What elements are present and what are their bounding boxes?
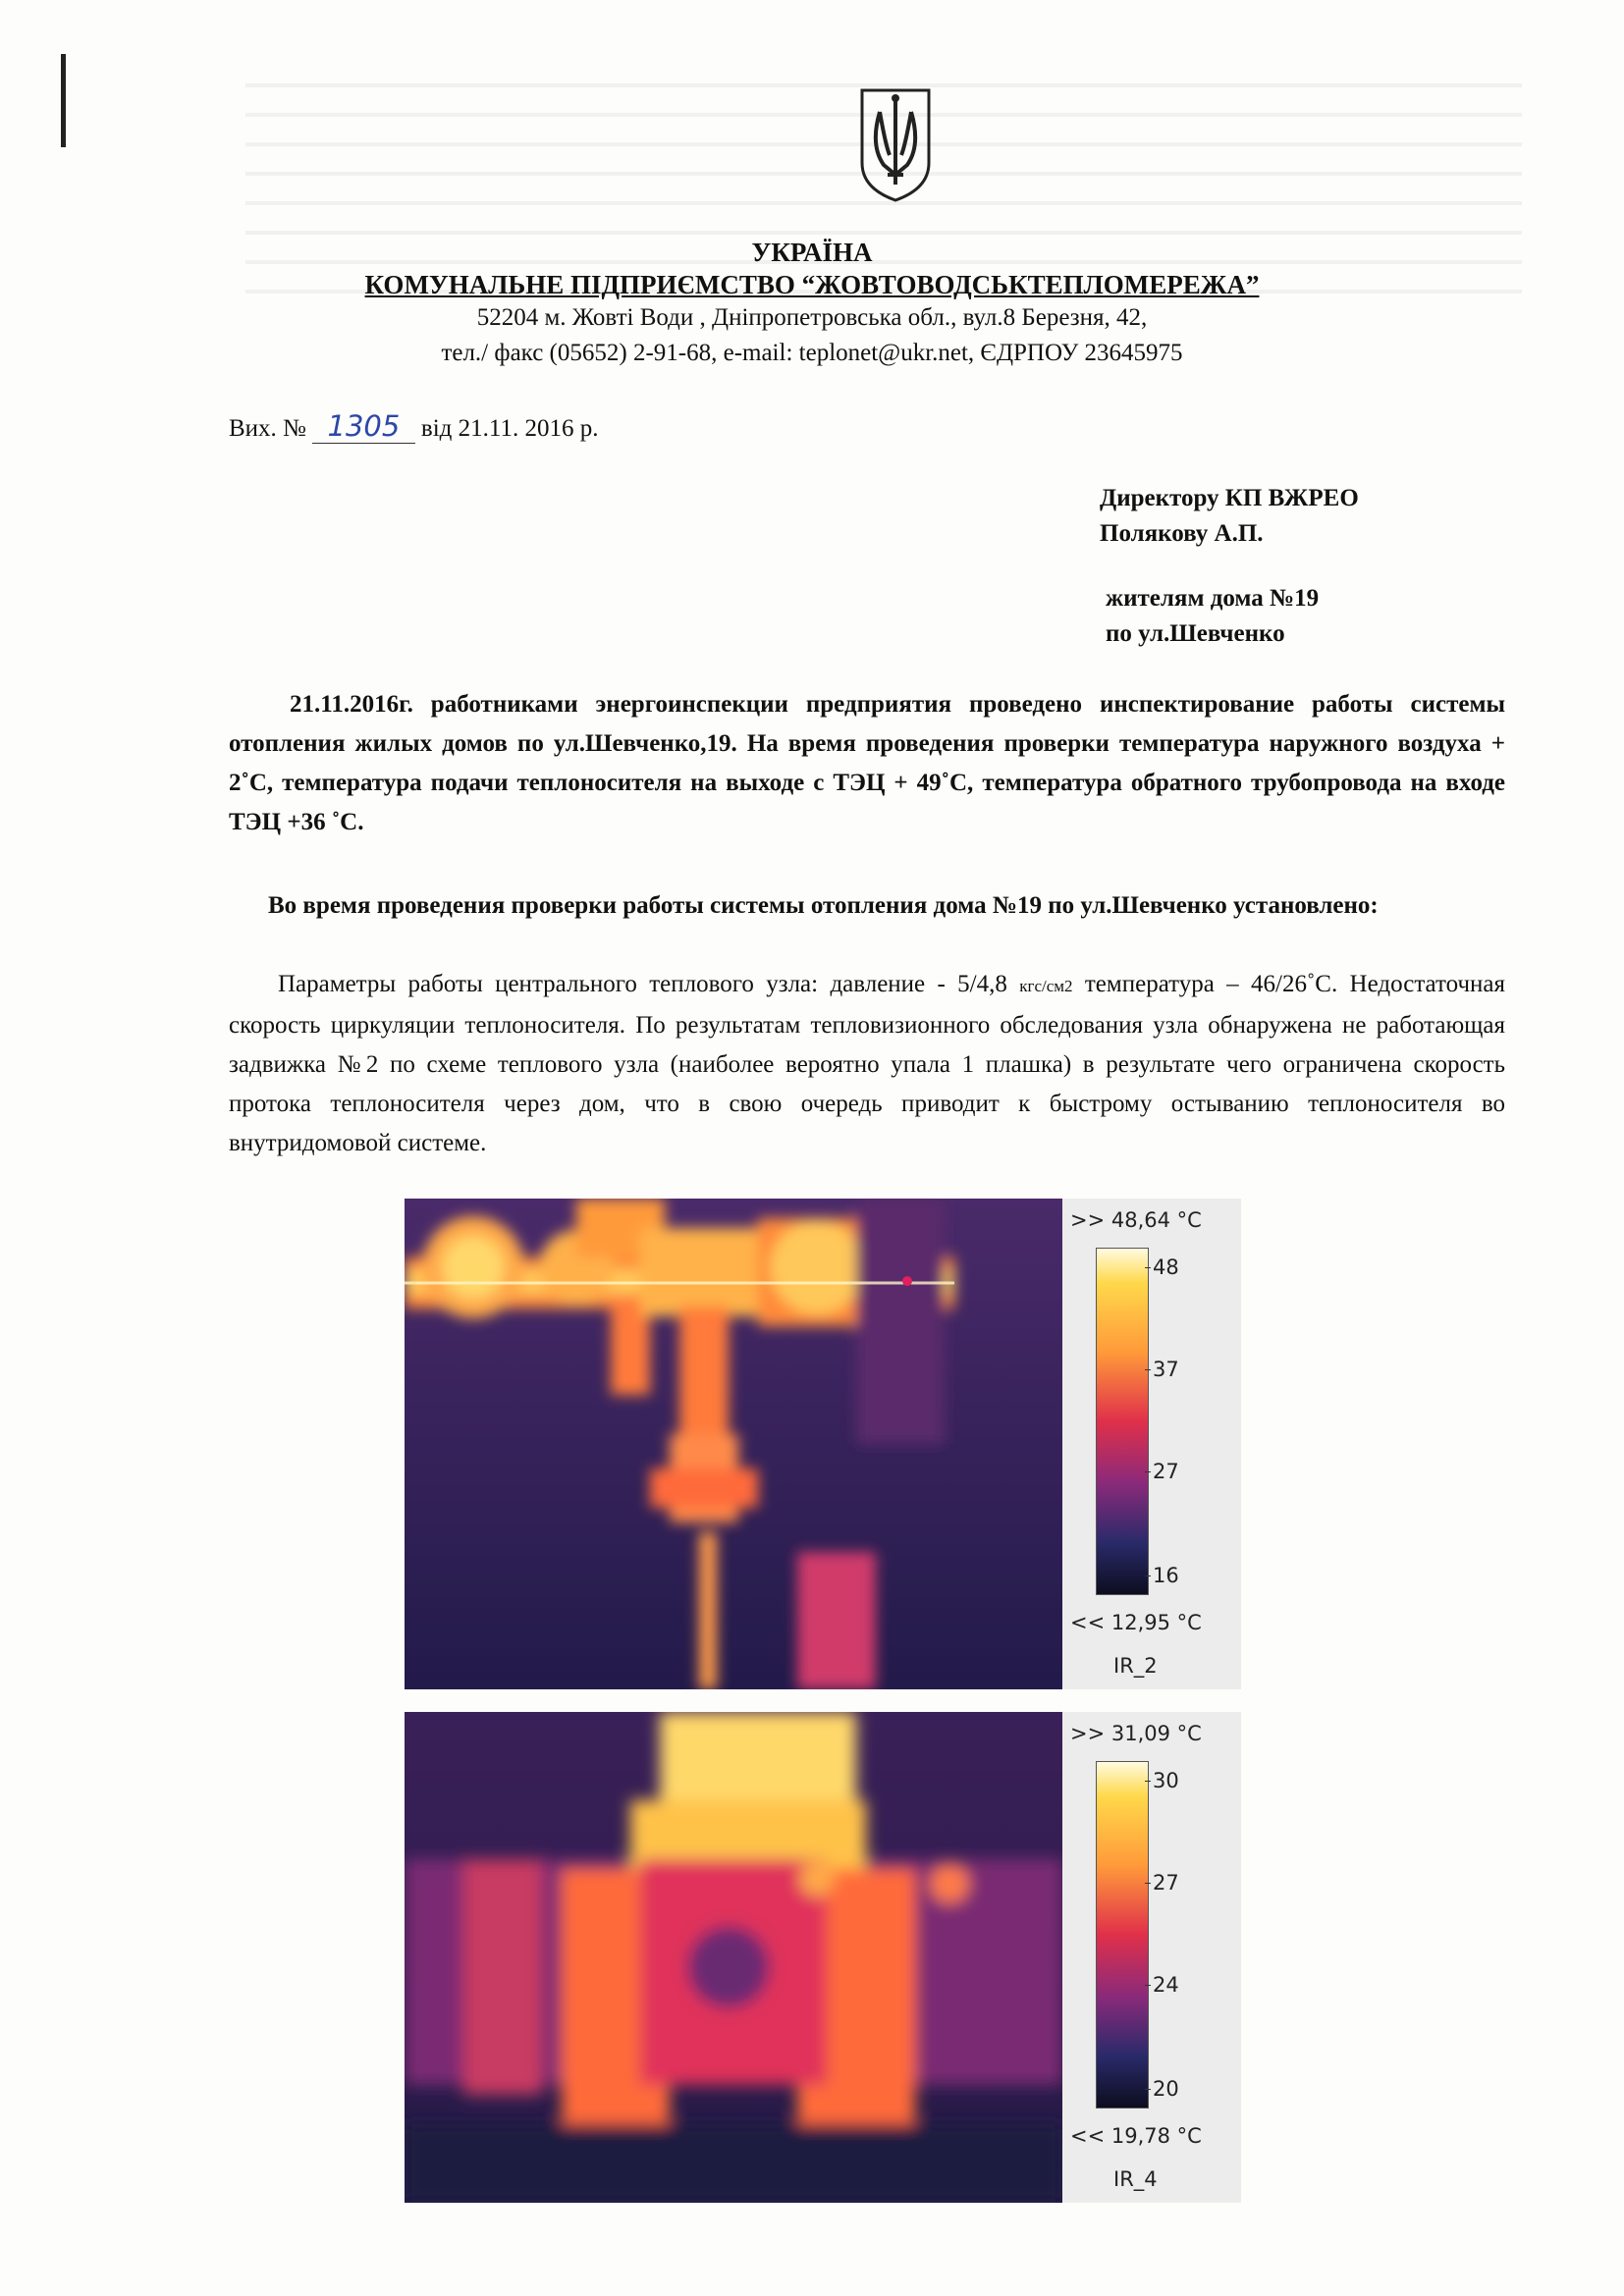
addressee-residents-line1: жителям дома №19 <box>1106 585 1320 612</box>
scale-tick: 27 <box>1153 1871 1179 1895</box>
thermal-image-ir4 <box>405 1712 1062 2203</box>
addressee-director-title: Директору КП ВЖРЕО <box>1100 485 1359 511</box>
thermogram-ir2 <box>405 1199 1241 1689</box>
thermal-legend-ir2 <box>1062 1199 1241 1689</box>
thermogram-id: IR_4 <box>1113 2167 1158 2191</box>
body-paragraph-parameters <box>229 965 1505 1163</box>
addressee-residents <box>1106 581 1319 652</box>
thermogram-ir4 <box>405 1712 1241 2203</box>
max-temperature: >> 31,09 °C <box>1070 1722 1202 1745</box>
addressee-residents-line2: по ул.Шевченко <box>1106 620 1285 647</box>
pressure-unit: кгс/см2 <box>1019 977 1073 995</box>
outgoing-prefix: Вих. № <box>229 415 306 442</box>
scale-tick: 48 <box>1153 1255 1179 1279</box>
letterhead-contacts: тел./ факс (05652) 2-91-68, e-mail: teplonet@ukr.net, ЄДРПОУ 23645975 <box>441 340 1183 366</box>
min-temperature: << 19,78 °C <box>1070 2124 1202 2148</box>
scale-tick: 30 <box>1153 1769 1179 1792</box>
color-scale-bar <box>1096 1761 1149 2109</box>
letterhead-address: 52204 м. Жовті Води , Дніпропетровська обл., вул.8 Березня, 42, <box>476 304 1148 331</box>
scale-tick: 37 <box>1153 1358 1179 1381</box>
thermogram-id: IR_2 <box>1113 1654 1158 1678</box>
scale-tick: 24 <box>1153 1973 1179 1997</box>
body-paragraph-inspection: 21.11.2016г. работниками энергоинспекции предприятия проведено инспектирование работы системы отопления жилых домов по ул.Шевченко,19. На время проведения проверки температура наружного воздуха + 2˚С, температура подачи теплоносителя на выходе с ТЭЦ + 49˚С, температура обратного трубопровода на входе ТЭЦ +36 ˚С. <box>229 691 1505 835</box>
parameters-text-start: Параметры работы центрального теплового узла: давление - 5/4,8 <box>278 971 1007 997</box>
parameters-text-rest: температура – 46/26˚С. Недостаточная скорость циркуляции теплоносителя. По результатам тепловизионного обследования узла обнаружена не работающая задвижка №2 по схеме теплового узла (наиболее вероятно упала 1 плашка) в результате чего ограничена скорость протока теплоносителя через дом, что в свою очередь приводит к быстрому остыванию теплоносителя во внутридомовой системе. <box>229 971 1505 1156</box>
letterhead-organization: КОМУНАЛЬНЕ ПІДПРИЄМСТВО “ЖОВТОВОДСЬКТЕПЛОМЕРЕЖА” <box>364 270 1260 299</box>
letterhead-country: УКРАЇНА <box>751 238 873 267</box>
max-temperature: >> 48,64 °C <box>1070 1208 1202 1232</box>
outgoing-reference <box>229 409 598 444</box>
outgoing-date: від 21.11. 2016 р. <box>420 415 599 442</box>
addressee-director-name: Полякову А.П. <box>1100 520 1264 547</box>
body-paragraph-findings-heading: Во время проведения проверки работы системы отопления дома №19 по ул.Шевченко установлено: <box>268 892 1379 919</box>
scale-tick: 16 <box>1153 1564 1179 1587</box>
ukraine-trident-emblem <box>856 86 935 202</box>
color-scale-bar <box>1096 1248 1149 1595</box>
scale-tick: 27 <box>1153 1460 1179 1483</box>
scale-tick: 20 <box>1153 2077 1179 2101</box>
thermal-image-ir2 <box>405 1199 1062 1689</box>
thermal-legend-ir4 <box>1062 1712 1241 2203</box>
binder-mark <box>61 54 66 147</box>
min-temperature: << 12,95 °C <box>1070 1611 1202 1634</box>
addressee-director <box>1100 481 1359 552</box>
outgoing-number-handwritten: 1305 <box>312 409 415 444</box>
